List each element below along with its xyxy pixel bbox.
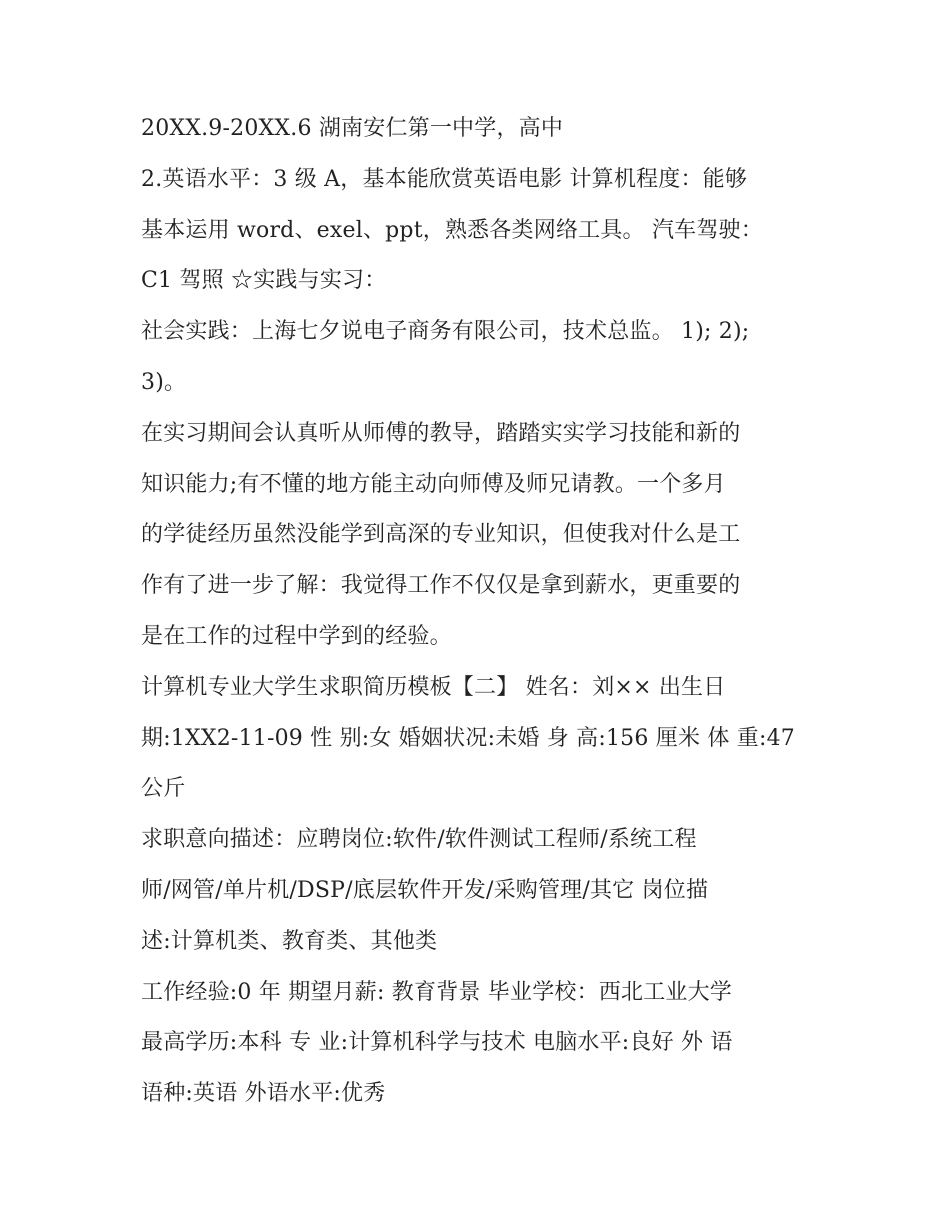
text-line: 师/网管/单片机/DSP/底层软件开发/采购管理/其它 岗位描: [141, 877, 709, 903]
text-line: 述:计算机类、教育类、其他类: [141, 928, 438, 954]
text-line: 期:1XX2-11-09 性 别:女 婚姻状况:未婚 身 高:156 厘米 体 重:47: [141, 725, 795, 751]
text-line: 3)。: [141, 369, 187, 395]
text-line: 知识能力;有不懂的地方能主动向师傅及师兄请教。一个多月: [141, 471, 726, 497]
document-body: [141, 104, 821, 1120]
text-line: 求职意向描述：应聘岗位:软件/软件测试工程师/系统工程: [141, 827, 697, 853]
text-line: 公斤: [141, 776, 186, 802]
text-line: 2.英语水平：3 级 A，基本能欣赏英语电影 计算机程度：能够: [141, 166, 748, 192]
text-line: C1 驾照 ☆实践与实习：: [141, 268, 387, 294]
text-line: 作有了进一步了解：我觉得工作不仅仅是拿到薪水，更重要的: [141, 573, 741, 599]
text-line: 计算机专业大学生求职简历模板【二】 姓名：刘×× 出生日: [141, 674, 726, 700]
text-line: 在实习期间会认真听从师傅的教导，踏踏实实学习技能和新的: [141, 420, 741, 446]
text-line: 基本运用 word、exel、ppt，熟悉各类网络工具。 汽车驾驶：: [141, 217, 763, 243]
text-line: 20XX.9-20XX.6 湖南安仁第一中学，高中: [141, 116, 564, 141]
text-line: 社会实践：上海七夕说电子商务有限公司，技术总监。 1); 2);: [141, 319, 750, 345]
text-line: 语种:英语 外语水平:优秀: [141, 1081, 386, 1107]
text-line: 的学徒经历虽然没能学到高深的专业知识，但使我对什么是工: [141, 522, 741, 548]
text-line: 是在工作的过程中学到的经验。: [141, 623, 452, 649]
text-line: 工作经验:0 年 期望月薪: 教育背景 毕业学校：西北工业大学: [141, 979, 732, 1005]
text-line: 最高学历:本科 专 业:计算机科学与技术 电脑水平:良好 外 语: [141, 1030, 733, 1056]
